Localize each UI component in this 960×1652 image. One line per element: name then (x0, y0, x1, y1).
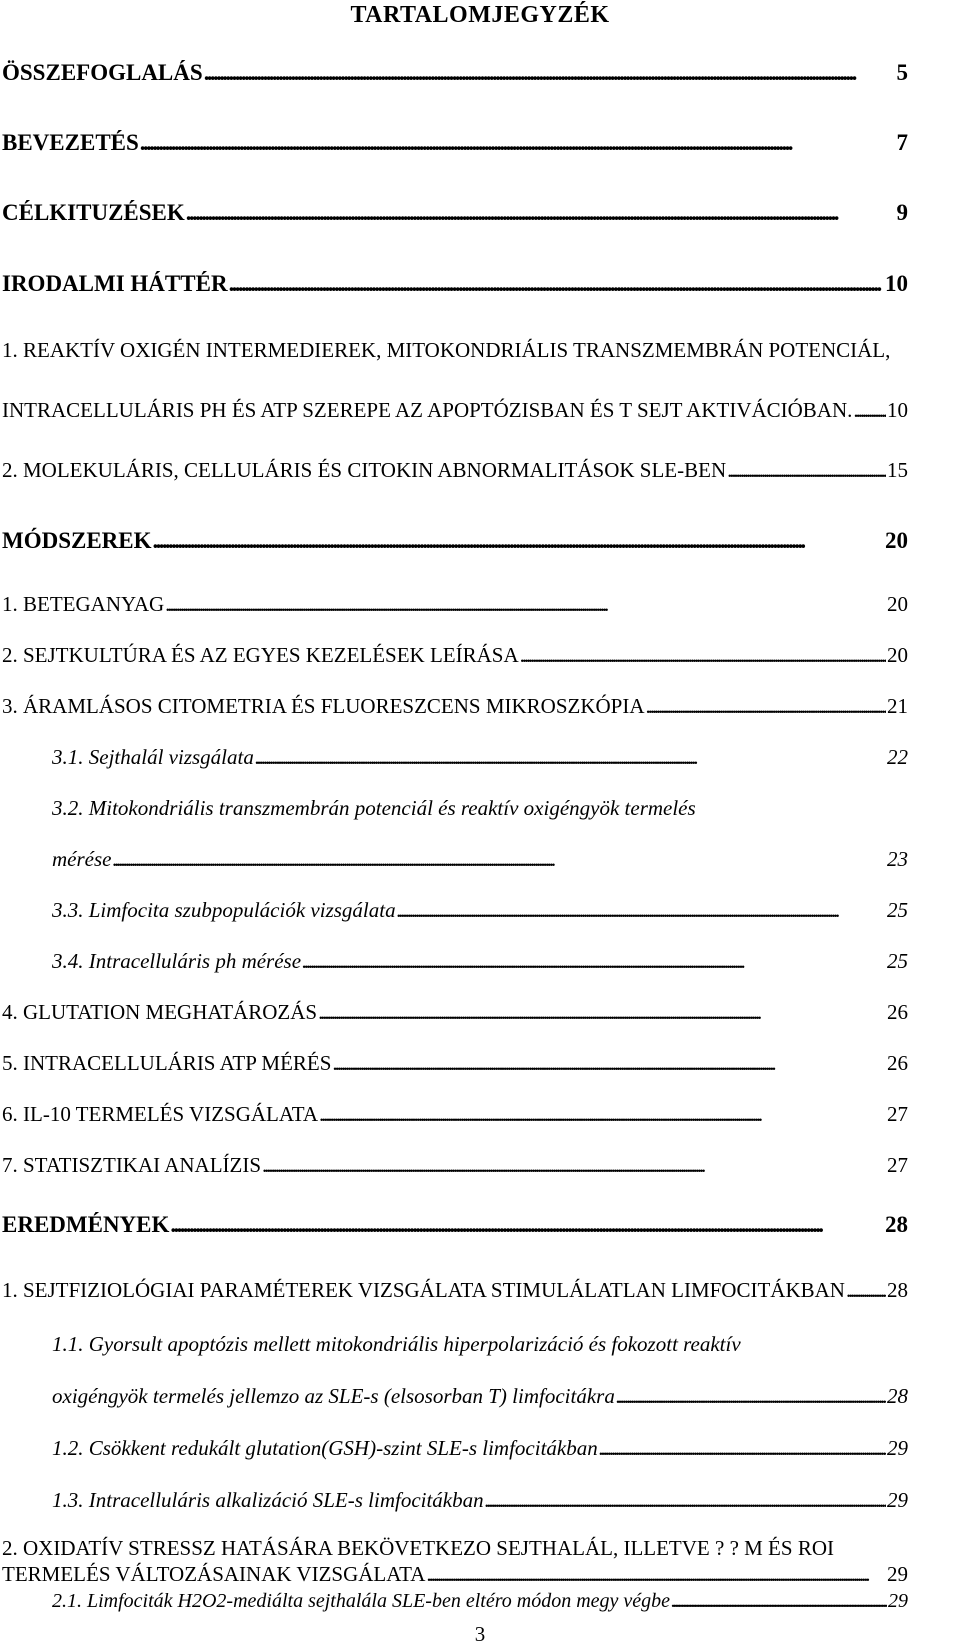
toc-entry-text: ÖSSZEFOGLALÁS (2, 60, 203, 85)
toc-entry-continued[interactable]: 1.1. Gyorsult apoptózis mellett mitokondriális hiperpolarizáció és fokozott reaktív (52, 1332, 741, 1356)
toc-entry-text: MÓDSZEREK (2, 528, 152, 553)
toc-entry-text: 1. SEJTFIZIOLÓGIAI PARAMÉTEREK VIZSGÁLATA STIMULÁLATLAN LIMFOCITÁKBAN (2, 1278, 845, 1302)
leader-dots (853, 398, 886, 423)
toc-entry-text: 2.1. Limfociták H2O2-mediálta sejthalála SLE-ben eltéro módon megy végbe (52, 1590, 671, 1612)
toc-entry-page: 29 (887, 1488, 908, 1512)
leader-dots (186, 200, 896, 226)
leader-dots (165, 592, 886, 617)
toc-entry[interactable] (2, 592, 908, 617)
toc-entry[interactable] (52, 949, 908, 974)
leader-dots (229, 271, 884, 297)
toc-entry-text: 7. STATISZTIKAI ANALÍZIS (2, 1153, 262, 1177)
toc-entry-text: 1.2. Csökkent redukált glutation(GSH)-szint SLE-s limfocitákban (52, 1436, 598, 1460)
toc-entry-continued[interactable]: 2. OXIDATÍV STRESSZ HATÁSÁRA BEKÖVETKEZO SEJTHALÁL, ILLETVE ? ? M ÉS ROI (2, 1536, 834, 1560)
toc-entry-page: 7 (896, 130, 908, 155)
toc-entry[interactable] (2, 1102, 908, 1127)
toc-entry[interactable] (2, 1212, 908, 1238)
toc-entry[interactable] (2, 643, 908, 668)
toc-entry-page: 10 (885, 271, 908, 296)
leader-dots (140, 130, 896, 156)
toc-entry-page: 29 (888, 1590, 908, 1612)
leader-dots (426, 1562, 886, 1587)
toc-entry[interactable] (2, 1051, 908, 1076)
toc-entry-continued[interactable]: 1. REAKTÍV OXIGÉN INTERMEDIEREK, MITOKONDRIÁLIS TRANSZMEMBRÁN POTENCIÁL, (2, 338, 891, 362)
toc-entry[interactable] (2, 1153, 908, 1178)
toc-entry[interactable] (52, 745, 908, 770)
leader-dots (485, 1488, 886, 1513)
toc-entry[interactable] (52, 847, 908, 872)
toc-entry-page: 23 (887, 847, 908, 871)
toc-entry-page: 10 (887, 398, 908, 422)
page-number: 3 (474, 1622, 486, 1646)
toc-entry[interactable] (2, 398, 908, 423)
toc-entry-page: 25 (887, 898, 908, 922)
toc-entry-text: mérése (52, 847, 112, 871)
toc-entry-text: BEVEZETÉS (2, 130, 139, 155)
toc-entry[interactable] (52, 1590, 908, 1613)
leader-dots (646, 694, 886, 719)
toc-entry[interactable] (2, 60, 908, 86)
leader-dots (599, 1436, 886, 1461)
toc-entry-text: EREDMÉNYEK (2, 1212, 170, 1237)
toc-title: TARTALOMJEGYZÉK (350, 2, 610, 28)
toc-entry[interactable] (2, 1562, 908, 1587)
toc-entry[interactable] (2, 458, 908, 483)
leader-dots (318, 1000, 886, 1025)
toc-entry[interactable] (2, 1000, 908, 1025)
leader-dots (153, 528, 884, 554)
toc-entry-text: 2. MOLEKULÁRIS, CELLULÁRIS ÉS CITOKIN ABNORMALITÁSOK SLE-BEN (2, 458, 727, 482)
toc-entry-text: 3.1. Sejthalál vizsgálata (52, 745, 254, 769)
leader-dots (255, 745, 886, 770)
leader-dots (397, 898, 886, 923)
leader-dots (332, 1051, 886, 1076)
toc-entry-page: 29 (887, 1436, 908, 1460)
toc-entry[interactable] (52, 1436, 908, 1461)
toc-entry-page: 21 (887, 694, 908, 718)
toc-entry[interactable] (2, 271, 908, 297)
toc-entry[interactable] (52, 898, 908, 923)
toc-entry-page: 9 (896, 200, 908, 225)
toc-entry-text: TERMELÉS VÁLTOZÁSAINAK VIZSGÁLATA (2, 1562, 426, 1586)
toc-entry-page: 27 (887, 1102, 908, 1126)
toc-entry-text: oxigéngyök termelés jellemzo az SLE-s (elsosorban T) limfocitákra (52, 1384, 615, 1408)
toc-entry-text: 3.3. Limfocita szubpopulációk vizsgálata (52, 898, 396, 922)
leader-dots (616, 1384, 886, 1409)
toc-entry-page: 28 (887, 1384, 908, 1408)
toc-entry-page: 28 (887, 1278, 908, 1302)
toc-entry-text: 6. IL-10 TERMELÉS VIZSGÁLATA (2, 1102, 319, 1126)
leader-dots (170, 1212, 884, 1238)
toc-entry[interactable] (2, 694, 908, 719)
toc-entry-page: 5 (896, 60, 908, 85)
toc-entry[interactable] (52, 1384, 908, 1409)
leader-dots (204, 60, 896, 86)
toc-entry-page: 25 (887, 949, 908, 973)
leader-dots (302, 949, 886, 974)
leader-dots (671, 1590, 887, 1613)
toc-entry[interactable] (2, 200, 908, 226)
toc-entry[interactable] (52, 1488, 908, 1513)
toc-entry-text: 5. INTRACELLULÁRIS ATP MÉRÉS (2, 1051, 332, 1075)
toc-entry-page: 26 (887, 1051, 908, 1075)
toc-entry-text: 2. SEJTKULTÚRA ÉS AZ EGYES KEZELÉSEK LEÍRÁSA (2, 643, 519, 667)
toc-entry-text: 4. GLUTATION MEGHATÁROZÁS (2, 1000, 318, 1024)
leader-dots (112, 847, 886, 872)
toc-entry-page: 27 (887, 1153, 908, 1177)
toc-entry[interactable] (2, 528, 908, 554)
leader-dots (846, 1278, 886, 1303)
toc-entry-text: 1.3. Intracelluláris alkalizáció SLE-s limfocitákban (52, 1488, 484, 1512)
leader-dots (319, 1102, 886, 1127)
toc-entry-text: INTRACELLULÁRIS PH ÉS ATP SZEREPE AZ APOPTÓZISBAN ÉS T SEJT AKTIVÁCIÓBAN. (2, 398, 853, 422)
toc-entry-page: 20 (887, 643, 908, 667)
toc-entry-page: 22 (887, 745, 908, 769)
toc-entry-page: 15 (887, 458, 908, 482)
toc-entry-text: IRODALMI HÁTTÉR (2, 271, 228, 296)
toc-entry[interactable] (2, 130, 908, 156)
toc-entry-text: 3. ÁRAMLÁSOS CITOMETRIA ÉS FLUORESZCENS MIKROSZKÓPIA (2, 694, 645, 718)
toc-entry-page: 20 (887, 592, 908, 616)
toc-entry-text: 1. BETEGANYAG (2, 592, 165, 616)
leader-dots (520, 643, 886, 668)
leader-dots (727, 458, 886, 483)
toc-entry-continued[interactable]: 3.2. Mitokondriális transzmembrán potenciál és reaktív oxigéngyök termelés (52, 796, 696, 820)
toc-entry-page: 28 (885, 1212, 908, 1237)
toc-entry-page: 29 (887, 1562, 908, 1586)
leader-dots (262, 1153, 886, 1178)
toc-entry[interactable] (2, 1278, 908, 1303)
toc-entry-page: 20 (885, 528, 908, 553)
toc-entry-page: 26 (887, 1000, 908, 1024)
toc-entry-text: CÉLKITUZÉSEK (2, 200, 185, 225)
toc-entry-text: 3.4. Intracelluláris ph mérése (52, 949, 302, 973)
